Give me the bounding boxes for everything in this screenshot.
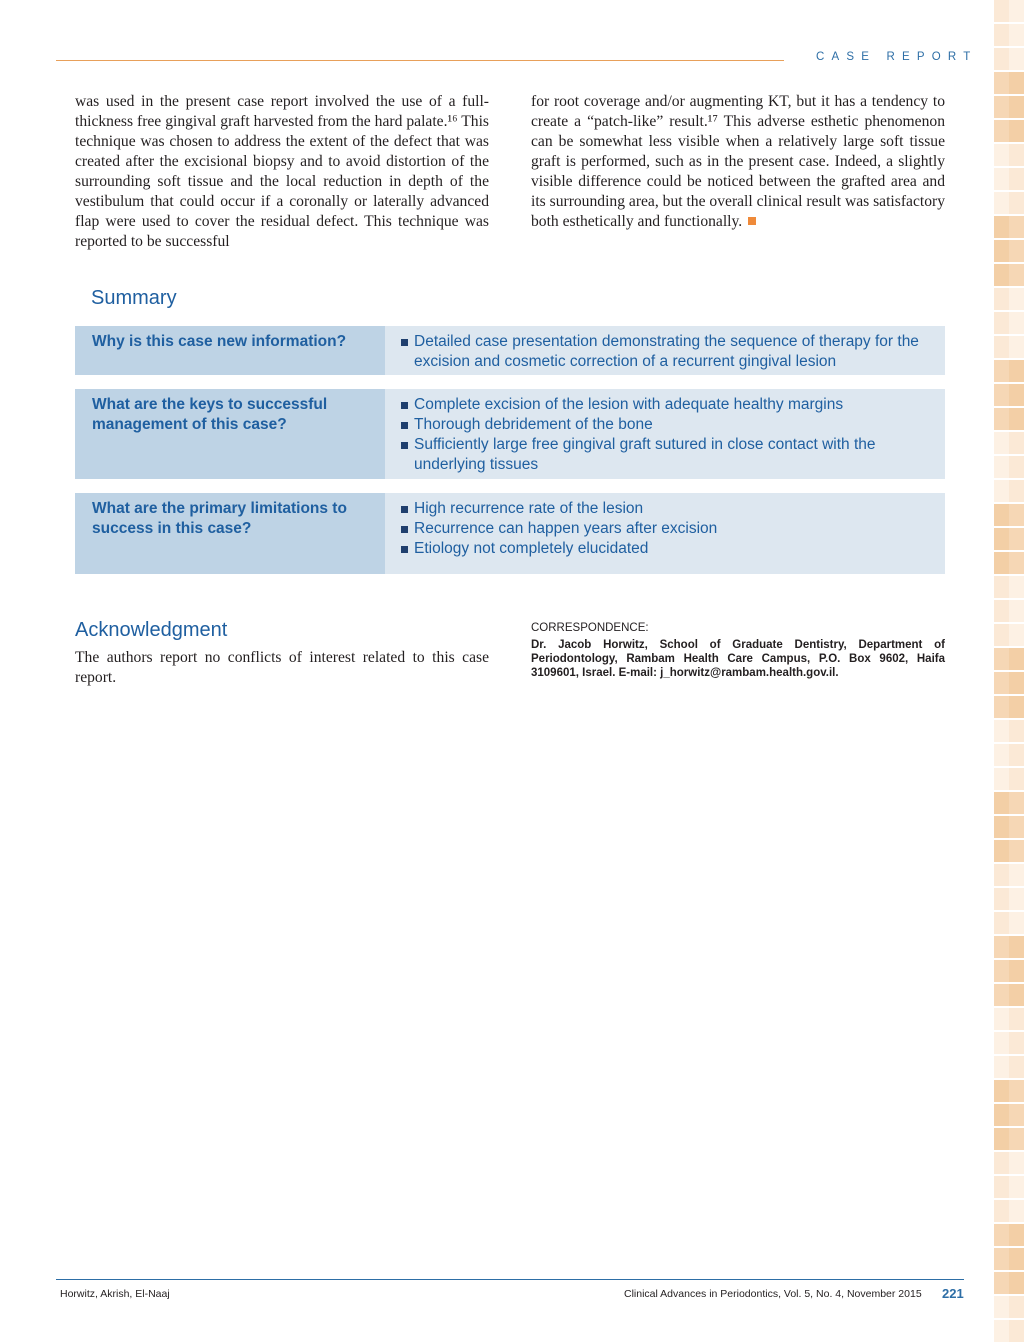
strip-tile xyxy=(994,912,1009,934)
strip-tile xyxy=(1009,576,1024,598)
body-column-right xyxy=(531,92,945,232)
summary-answers xyxy=(385,389,945,479)
strip-tile xyxy=(1009,456,1024,478)
strip-tile xyxy=(994,48,1009,70)
strip-tile xyxy=(1009,1296,1024,1318)
body-paragraph-right-text: for root coverage and/or augmenting KT, but it has a tendency to create a “patch-like” result.¹⁷ This adverse esthetic phenomenon can be somewhat less visible when a relatively large soft tissue graft is performed, such as in the present case. Indeed, a slightly visible difference could be noticed between the grafted area and its surrounding area, but the overall clinical result was satisfactory both esthetically and functionally. xyxy=(531,93,945,230)
strip-tile xyxy=(994,336,1009,358)
strip-tile xyxy=(994,1272,1009,1294)
summary-row xyxy=(75,389,945,479)
strip-tile xyxy=(1009,384,1024,406)
strip-tile xyxy=(994,1200,1009,1222)
summary-row xyxy=(75,326,945,375)
acknowledgment-text: The authors report no conflicts of interest related to this case report. xyxy=(75,649,489,686)
acknowledgment-title: Acknowledgment xyxy=(75,619,228,641)
strip-tile xyxy=(1009,672,1024,694)
strip-tile xyxy=(1009,216,1024,238)
strip-tile xyxy=(994,1296,1009,1318)
correspondence-label: CORRESPONDENCE: xyxy=(531,622,649,634)
strip-tile xyxy=(994,1056,1009,1078)
strip-tile xyxy=(1009,1272,1024,1294)
strip-tile xyxy=(1009,696,1024,718)
body-paragraph-left: was used in the present case report involved the use of a full-thickness free gingival graft harvested from the hard palate.¹⁶ This technique was chosen to address the extent of the defect that was created after the excisional biopsy and to avoid distortion of the surrounding soft tissue and the local reduction in depth of the vestibulum that could occur if a coronally or laterally advanced flap were used to cover the residual defect. This technique was reported to be successful xyxy=(75,93,489,250)
strip-tile xyxy=(1009,144,1024,166)
strip-tile xyxy=(1009,120,1024,142)
strip-tile xyxy=(1009,792,1024,814)
footer-authors: Horwitz, Akrish, El-Naaj xyxy=(60,1288,170,1300)
strip-tile xyxy=(1009,552,1024,574)
strip-tile xyxy=(994,0,1009,22)
strip-tile xyxy=(994,792,1009,814)
strip-tile xyxy=(994,264,1009,286)
summary-answer-item: Thorough debridement of the bone xyxy=(401,415,935,435)
strip-tile xyxy=(994,384,1009,406)
summary-question: Why is this case new information? xyxy=(75,326,385,375)
strip-tile xyxy=(994,1152,1009,1174)
summary-answers xyxy=(385,493,945,574)
strip-tile xyxy=(1009,1224,1024,1246)
summary-answer-item: Detailed case presentation demonstrating the sequence of therapy for the excision and cosmetic correction of a recurrent gingival lesion xyxy=(401,332,935,372)
strip-tile xyxy=(994,624,1009,646)
strip-tile xyxy=(994,768,1009,790)
strip-tile xyxy=(994,360,1009,382)
strip-tile xyxy=(1009,912,1024,934)
strip-tile xyxy=(994,312,1009,334)
strip-tile xyxy=(994,1008,1009,1030)
decorative-side-strip xyxy=(994,0,1024,1325)
strip-tile xyxy=(1009,24,1024,46)
strip-tile xyxy=(1009,600,1024,622)
strip-tile xyxy=(1009,264,1024,286)
strip-tile xyxy=(1009,1008,1024,1030)
strip-tile xyxy=(994,216,1009,238)
strip-tile xyxy=(994,432,1009,454)
strip-tile xyxy=(994,552,1009,574)
strip-tile xyxy=(1009,336,1024,358)
strip-tile xyxy=(1009,1248,1024,1270)
strip-tile xyxy=(1009,1320,1024,1342)
strip-tile xyxy=(994,120,1009,142)
strip-tile xyxy=(994,840,1009,862)
strip-tile xyxy=(994,936,1009,958)
strip-tile xyxy=(994,408,1009,430)
strip-tile xyxy=(1009,984,1024,1006)
strip-tile xyxy=(1009,1152,1024,1174)
strip-tile xyxy=(994,528,1009,550)
strip-tile xyxy=(1009,624,1024,646)
footer-journal-citation: Clinical Advances in Periodontics, Vol. 5, No. 4, November 2015 xyxy=(624,1288,922,1300)
strip-tile xyxy=(1009,888,1024,910)
strip-tile xyxy=(994,576,1009,598)
section-tag: CASE REPORT xyxy=(816,51,978,63)
strip-tile xyxy=(1009,648,1024,670)
summary-answer-item: Complete excision of the lesion with adequate healthy margins xyxy=(401,395,935,415)
strip-tile xyxy=(1009,1200,1024,1222)
strip-tile xyxy=(1009,1032,1024,1054)
strip-tile xyxy=(994,816,1009,838)
strip-tile xyxy=(994,1104,1009,1126)
strip-tile xyxy=(994,1176,1009,1198)
strip-tile xyxy=(1009,240,1024,262)
strip-tile xyxy=(994,240,1009,262)
strip-tile xyxy=(994,144,1009,166)
strip-tile xyxy=(1009,864,1024,886)
strip-tile xyxy=(1009,360,1024,382)
strip-tile xyxy=(994,1320,1009,1342)
strip-tile xyxy=(994,1224,1009,1246)
strip-tile xyxy=(1009,288,1024,310)
strip-tile xyxy=(994,720,1009,742)
body-paragraph-right xyxy=(531,92,945,232)
strip-tile xyxy=(1009,816,1024,838)
strip-tile xyxy=(994,72,1009,94)
strip-tile xyxy=(994,24,1009,46)
header-rule xyxy=(56,60,784,61)
strip-tile xyxy=(1009,480,1024,502)
strip-tile xyxy=(994,744,1009,766)
page-number: 221 xyxy=(942,1286,964,1301)
strip-tile xyxy=(994,696,1009,718)
strip-tile xyxy=(1009,1128,1024,1150)
body-column-left xyxy=(75,92,489,252)
strip-tile xyxy=(1009,1056,1024,1078)
strip-tile xyxy=(994,1248,1009,1270)
strip-tile xyxy=(1009,48,1024,70)
summary-answer-item: Recurrence can happen years after excision xyxy=(401,519,935,539)
footer-rule xyxy=(56,1279,964,1280)
strip-tile xyxy=(994,1128,1009,1150)
strip-tile xyxy=(1009,1176,1024,1198)
strip-tile xyxy=(994,288,1009,310)
strip-tile xyxy=(1009,1080,1024,1102)
strip-tile xyxy=(994,192,1009,214)
end-of-article-marker xyxy=(748,217,756,225)
strip-tile xyxy=(1009,0,1024,22)
strip-tile xyxy=(994,984,1009,1006)
summary-answers xyxy=(385,326,945,375)
strip-tile xyxy=(1009,720,1024,742)
strip-tile xyxy=(994,864,1009,886)
summary-answer-item: Etiology not completely elucidated xyxy=(401,539,935,559)
strip-tile xyxy=(1009,408,1024,430)
strip-tile xyxy=(1009,72,1024,94)
strip-tile xyxy=(994,960,1009,982)
strip-tile xyxy=(994,504,1009,526)
strip-tile xyxy=(994,1032,1009,1054)
strip-tile xyxy=(1009,96,1024,118)
strip-tile xyxy=(1009,312,1024,334)
summary-question: What are the primary limitations to success in this case? xyxy=(75,493,385,574)
strip-tile xyxy=(1009,936,1024,958)
strip-tile xyxy=(994,648,1009,670)
strip-tile xyxy=(1009,504,1024,526)
summary-title: Summary xyxy=(91,287,177,309)
strip-tile xyxy=(1009,744,1024,766)
summary-row xyxy=(75,493,945,574)
strip-tile xyxy=(994,1080,1009,1102)
strip-tile xyxy=(1009,768,1024,790)
strip-tile xyxy=(994,600,1009,622)
strip-tile xyxy=(1009,1104,1024,1126)
strip-tile xyxy=(1009,192,1024,214)
strip-tile xyxy=(1009,840,1024,862)
summary-answer-item: High recurrence rate of the lesion xyxy=(401,499,935,519)
strip-tile xyxy=(994,96,1009,118)
strip-tile xyxy=(1009,528,1024,550)
strip-tile xyxy=(994,168,1009,190)
strip-tile xyxy=(1009,432,1024,454)
summary-answer-item: Sufficiently large free gingival graft sutured in close contact with the underlying tissues xyxy=(401,435,935,475)
strip-tile xyxy=(994,888,1009,910)
strip-tile xyxy=(1009,960,1024,982)
summary-question: What are the keys to successful management of this case? xyxy=(75,389,385,479)
strip-tile xyxy=(994,672,1009,694)
strip-tile xyxy=(994,456,1009,478)
strip-tile xyxy=(1009,168,1024,190)
correspondence-text: Dr. Jacob Horwitz, School of Graduate Dentistry, Department of Periodontology, Rambam Health Care Campus, P.O. Box 9602, Haifa 3109601, Israel. E-mail: j_horwitz@rambam.health.gov.il. xyxy=(531,639,945,679)
strip-tile xyxy=(994,480,1009,502)
